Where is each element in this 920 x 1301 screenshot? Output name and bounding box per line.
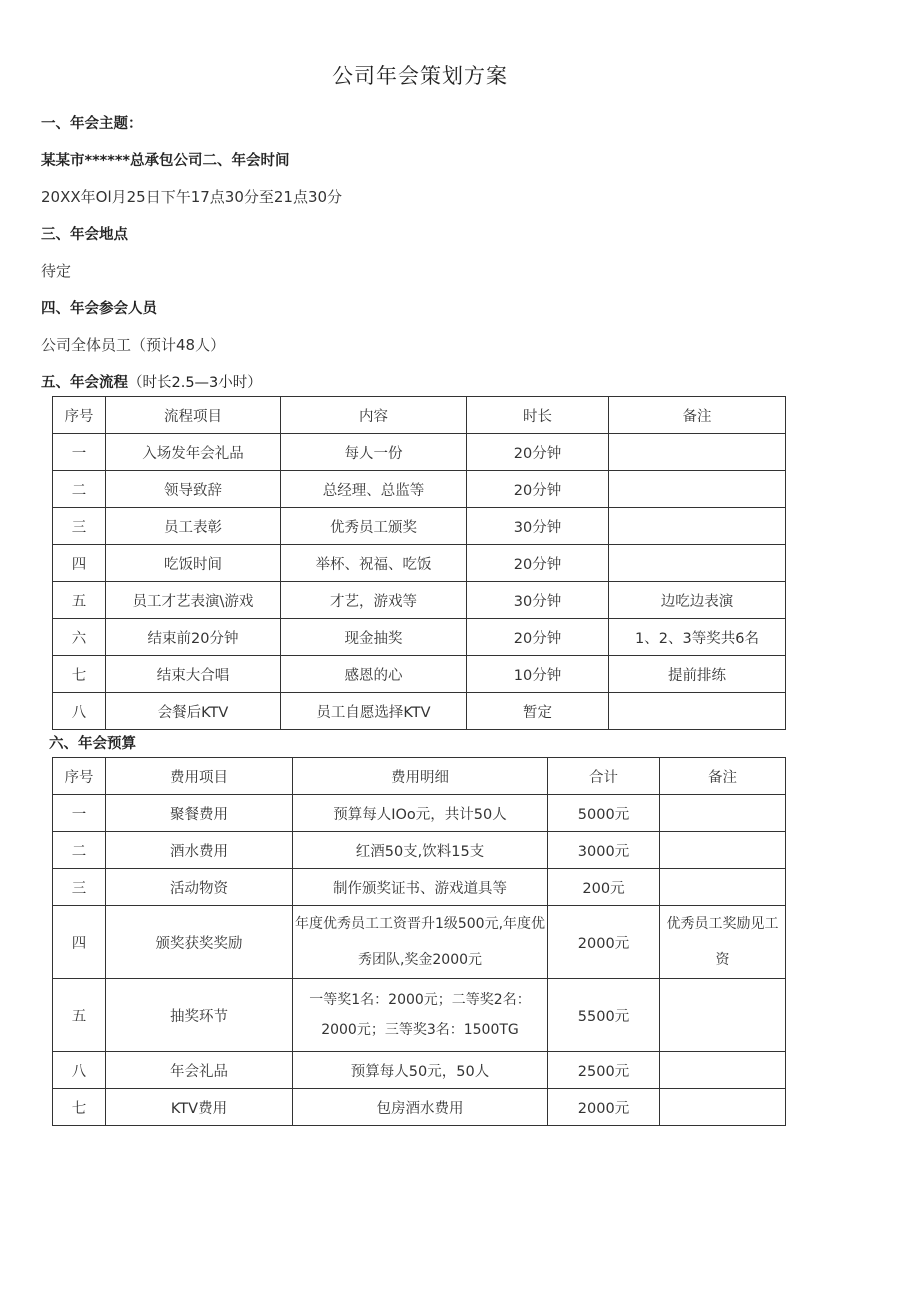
- budget-cell: [660, 795, 786, 832]
- flow-cell: 感恩的心: [281, 656, 467, 693]
- budget-cell: 五: [53, 979, 106, 1052]
- flow-cell: 三: [53, 508, 106, 545]
- budget-cell-lottery-detail: [293, 979, 548, 1052]
- budget-row: [53, 795, 786, 832]
- flow-cell: 1、2、3等奖共6名: [609, 619, 786, 656]
- budget-row: [53, 832, 786, 869]
- flow-row: [53, 693, 786, 730]
- flow-header-row: [53, 397, 786, 434]
- budget-cell: 酒水费用: [106, 832, 293, 869]
- flow-header-cell: 内容: [281, 397, 467, 434]
- budget-cell: 200元: [548, 869, 660, 906]
- budget-row: [53, 1089, 786, 1126]
- budget-cell: 制作颁奖证书、游戏道具等: [293, 869, 548, 906]
- flow-cell: [609, 693, 786, 730]
- budget-cell: KTV费用: [106, 1089, 293, 1126]
- flow-table: [52, 396, 786, 730]
- flow-cell: [609, 508, 786, 545]
- budget-table: [52, 757, 786, 1126]
- budget-cell: 2500元: [548, 1052, 660, 1089]
- section-3-heading: 三、年会地点: [41, 227, 128, 243]
- flow-cell: 结束前20分钟: [106, 619, 281, 656]
- flow-row: [53, 471, 786, 508]
- flow-cell: 每人一份: [281, 434, 467, 471]
- budget-cell: [660, 1052, 786, 1089]
- flow-header-cell: 序号: [53, 397, 106, 434]
- flow-header-cell: 备注: [609, 397, 786, 434]
- budget-cell: 红酒50支,饮料15支: [293, 832, 548, 869]
- budget-cell: 2000元: [548, 906, 660, 979]
- flow-cell: 20分钟: [467, 545, 609, 582]
- budget-cell: 抽奖环节: [106, 979, 293, 1052]
- budget-cell: 2000元: [548, 1089, 660, 1126]
- flow-cell: 员工才艺表演\游戏: [106, 582, 281, 619]
- section-5-heading: [41, 371, 262, 392]
- flow-row: [53, 434, 786, 471]
- flow-cell: 边吃边表演: [609, 582, 786, 619]
- flow-cell: 现金抽奖: [281, 619, 467, 656]
- flow-header-cell: 时长: [467, 397, 609, 434]
- lottery-detail-line-1: 一等奖1名：2000元；二等奖2名：: [309, 992, 531, 1008]
- flow-cell: 暂定: [467, 693, 609, 730]
- flow-cell: 优秀员工颁奖: [281, 508, 467, 545]
- flow-cell: 员工表彰: [106, 508, 281, 545]
- flow-header-cell: 流程项目: [106, 397, 281, 434]
- flow-cell: [609, 545, 786, 582]
- flow-cell: 六: [53, 619, 106, 656]
- budget-header-row: [53, 758, 786, 795]
- budget-cell: [660, 832, 786, 869]
- flow-cell: 总经理、总监等: [281, 471, 467, 508]
- budget-cell: 二: [53, 832, 106, 869]
- budget-cell: [660, 869, 786, 906]
- section-4-body: 公司全体员工（预计48人）: [41, 336, 226, 354]
- flow-cell: 20分钟: [467, 434, 609, 471]
- flow-cell: 10分钟: [467, 656, 609, 693]
- budget-cell: 活动物资: [106, 869, 293, 906]
- flow-row: [53, 582, 786, 619]
- budget-cell: 预算每人IOo元，共计50人: [293, 795, 548, 832]
- flow-cell: 领导致辞: [106, 471, 281, 508]
- flow-cell: 二: [53, 471, 106, 508]
- lottery-detail-line-2: 2000元；三等奖3名：1500TG: [321, 1022, 519, 1038]
- budget-row: [53, 906, 786, 979]
- budget-header-cell: 费用明细: [293, 758, 548, 795]
- budget-cell: 包房酒水费用: [293, 1089, 548, 1126]
- budget-cell: 预算每人50元，50人: [293, 1052, 548, 1089]
- budget-header-cell: 合计: [548, 758, 660, 795]
- flow-row: [53, 508, 786, 545]
- flow-cell: 一: [53, 434, 106, 471]
- budget-cell: 颁奖获奖奖励: [106, 906, 293, 979]
- budget-header-cell: 备注: [660, 758, 786, 795]
- budget-header-cell: 序号: [53, 758, 106, 795]
- flow-cell: 四: [53, 545, 106, 582]
- budget-cell: [660, 979, 786, 1052]
- budget-cell: 5000元: [548, 795, 660, 832]
- flow-cell: 举杯、祝福、吃饭: [281, 545, 467, 582]
- budget-cell: 七: [53, 1089, 106, 1126]
- section-5-duration-note: （时长2.5—3小时）: [128, 375, 262, 391]
- flow-cell: 七: [53, 656, 106, 693]
- budget-cell: 年度优秀员工工资晋升1级500元,年度优秀团队,奖金2000元: [293, 906, 548, 979]
- budget-cell: 5500元: [548, 979, 660, 1052]
- flow-row: [53, 656, 786, 693]
- flow-cell: 吃饭时间: [106, 545, 281, 582]
- budget-cell: [660, 1089, 786, 1126]
- section-4-heading: 四、年会参会人员: [41, 301, 157, 317]
- page-title: 公司年会策划方案: [332, 64, 508, 88]
- flow-cell: 结束大合唱: [106, 656, 281, 693]
- flow-cell: 入场发年会礼品: [106, 434, 281, 471]
- flow-cell: 才艺，游戏等: [281, 582, 467, 619]
- flow-cell: 五: [53, 582, 106, 619]
- flow-cell: 20分钟: [467, 471, 609, 508]
- section-1-heading: 一、年会主题：: [41, 116, 143, 132]
- budget-cell: 聚餐费用: [106, 795, 293, 832]
- budget-cell: 3000元: [548, 832, 660, 869]
- flow-cell: 员工自愿选择KTV: [281, 693, 467, 730]
- flow-row: [53, 619, 786, 656]
- budget-row: [53, 979, 786, 1052]
- section-1-body-and-section-2-heading: 某某市******总承包公司二、年会时间: [41, 153, 290, 169]
- flow-cell: 30分钟: [467, 508, 609, 545]
- flow-cell: 会餐后KTV: [106, 693, 281, 730]
- section-2-body: 20XX年Ol月25日下午17点30分至21点30分: [41, 188, 343, 206]
- flow-cell: [609, 471, 786, 508]
- section-6-heading: 六、年会预算: [49, 736, 136, 752]
- flow-cell: 八: [53, 693, 106, 730]
- budget-cell: 三: [53, 869, 106, 906]
- flow-cell: 20分钟: [467, 619, 609, 656]
- budget-cell: 年会礼品: [106, 1052, 293, 1089]
- budget-cell: 八: [53, 1052, 106, 1089]
- flow-row: [53, 545, 786, 582]
- budget-cell: 四: [53, 906, 106, 979]
- flow-cell: 30分钟: [467, 582, 609, 619]
- budget-cell: 优秀员工奖励见工资: [660, 906, 786, 979]
- flow-cell: 提前排练: [609, 656, 786, 693]
- section-3-body: 待定: [41, 262, 72, 280]
- budget-row: [53, 1052, 786, 1089]
- flow-cell: [609, 434, 786, 471]
- budget-header-cell: 费用项目: [106, 758, 293, 795]
- budget-row: [53, 869, 786, 906]
- budget-cell: 一: [53, 795, 106, 832]
- section-5-title: 五、年会流程: [41, 375, 128, 391]
